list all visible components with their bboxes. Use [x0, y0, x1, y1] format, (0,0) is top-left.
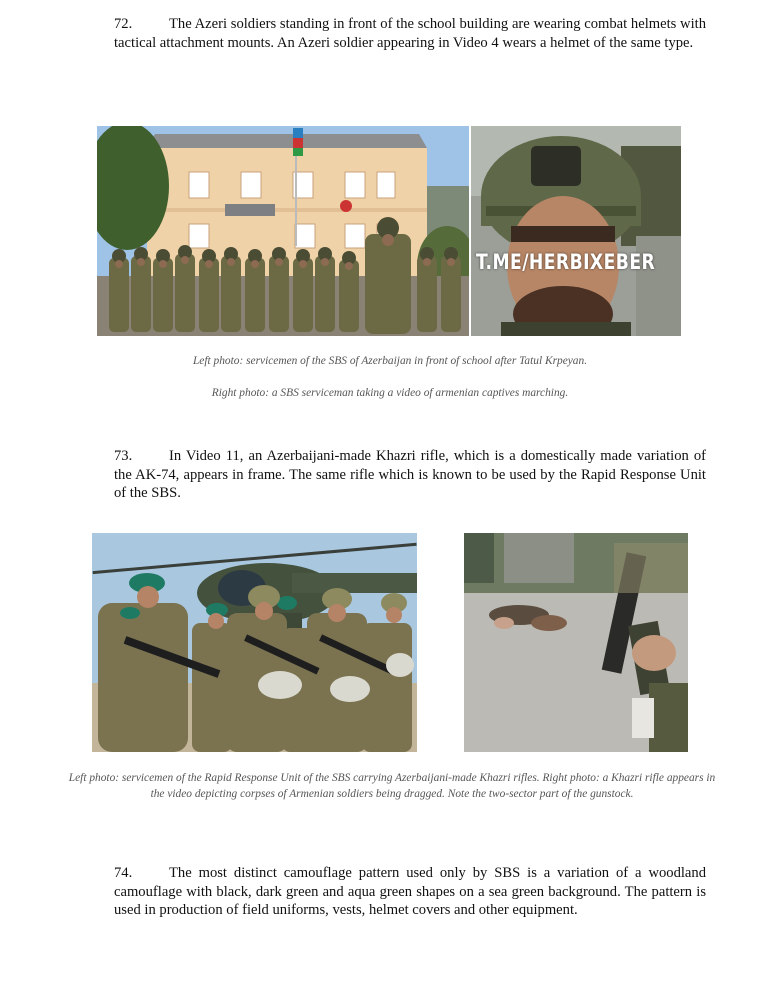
paragraph-number: 73. [114, 448, 133, 464]
paragraph-number: 72. [114, 16, 133, 32]
paragraph-text: The most distinct camouflage pattern used only by SBS is a variation of a woodland camouflage with black, dark green and aqua green shapes on a sea green background. The pattern is used in production of field uniforms, vests, helmet covers and other equipment. [114, 865, 706, 918]
figure2-caption: Left photo: servicemen of the Rapid Response Unit of the SBS carrying Azerbaijani-made Khazri rifles. Right photo: a Khazri rifle appears in the video depicting corpses of Armenian soldiers being dragged. Note the two-sector part of the gunstock. [68, 772, 716, 800]
paragraph-74 [114, 864, 706, 920]
paragraph-72 [114, 15, 706, 52]
paragraph-number: 74. [114, 865, 133, 881]
figure1-left-caption: Left photo: servicemen of the SBS of Azerbaijan in front of school after Tatul Krpeyan. [192, 355, 588, 367]
photo-serviceman-selfie [471, 126, 681, 336]
photo-soldiers-in-front-of-school [97, 126, 469, 336]
watermark-text: T.ME/HERBIXEBER [476, 250, 656, 274]
photo-rapid-response-unit [92, 533, 417, 752]
photo-khazri-rifle-video [464, 533, 688, 752]
paragraph-73 [114, 447, 706, 503]
paragraph-text: The Azeri soldiers standing in front of the school building are wearing combat helmets with tactical attachment mounts. An Azeri soldier appearing in Video 4 wears a helmet of the same type. [114, 16, 706, 51]
paragraph-text: In Video 11, an Azerbaijani-made Khazri rifle, which is a domestically made variation of the AK-74, appears in frame. The same rifle which is known to be used by the Rapid Response Unit of the SBS. [114, 448, 706, 501]
figure1-right-caption: Right photo: a SBS serviceman taking a video of armenian captives marching. [211, 387, 569, 399]
